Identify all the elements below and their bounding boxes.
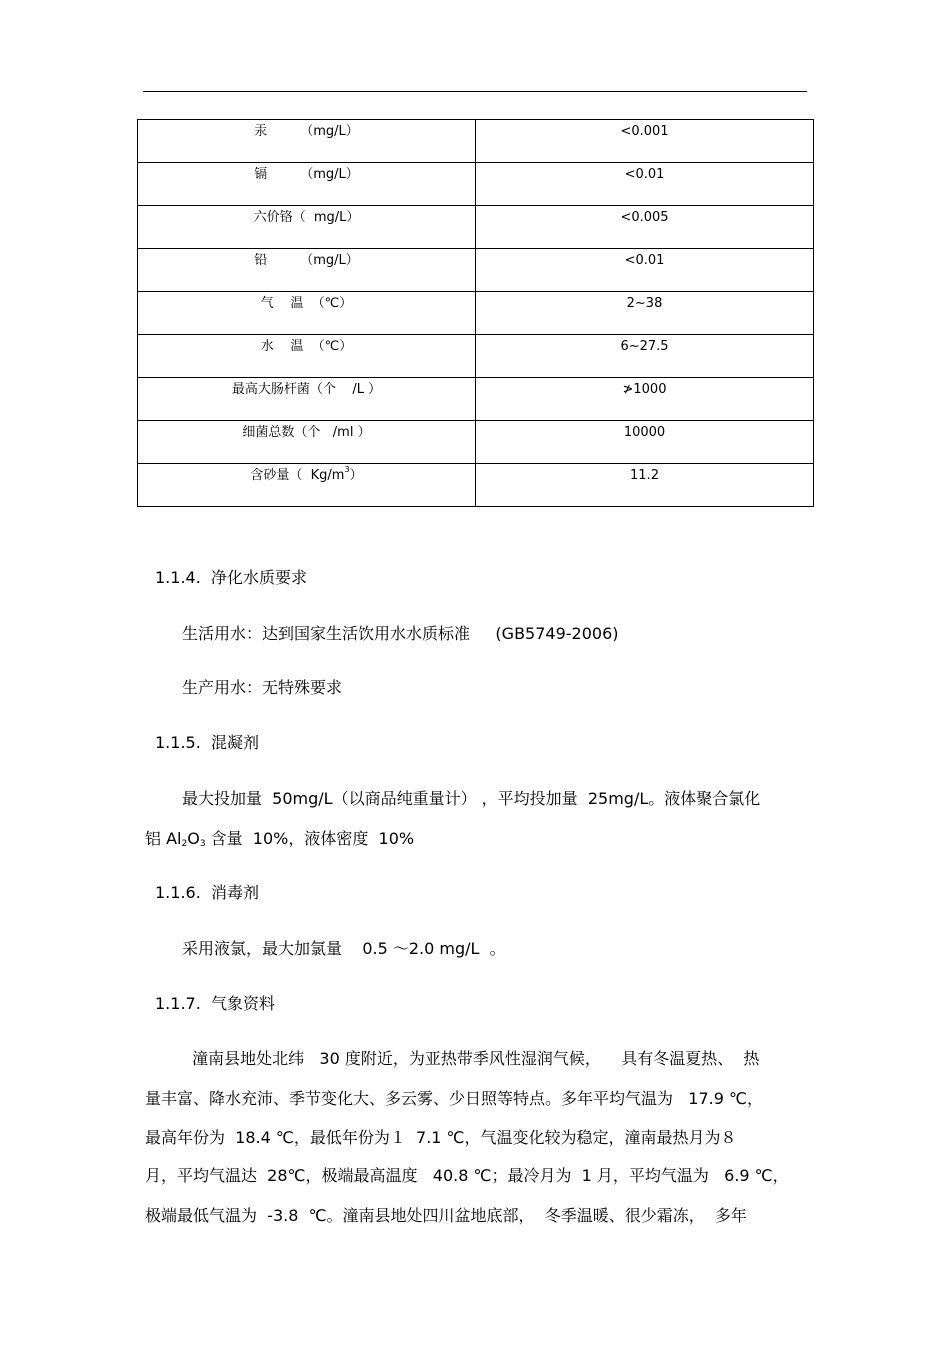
paragraph-climate-line2: 量丰富、降水充沛、季节变化大、多云雾、少日照等特点。多年平均气温为 17.9 ℃， <box>145 1089 763 1108</box>
param-cell: 细菌总数（个 /ml ） <box>138 421 476 464</box>
param-cell: 汞 （mg/L） <box>138 120 476 163</box>
table-row <box>138 378 814 421</box>
value-cell: <0.005 <box>476 206 814 249</box>
param-cell: 水 温 （℃） <box>138 335 476 378</box>
paragraph-climate-line5: 极端最低气温为 -3.8 ℃。潼南县地处四川盆地底部， 冬季温暖、很少霜冻， 多年 <box>145 1206 747 1225</box>
paragraph-coagulant-line2: 铝 $Al_2O_3$ 含量 10%，液体密度 10% <box>145 829 415 849</box>
paragraph-production-water: 生产用水：无特殊要求 <box>182 678 343 697</box>
param-cell: 铅 （mg/L） <box>138 249 476 292</box>
paragraph-climate-line1: 潼南县地处北纬 30 度附近，为亚热带季风性湿润气候， 具有冬温夏热、 热 <box>182 1049 760 1068</box>
value-cell: 10000 <box>476 421 814 464</box>
param-cell: 镉 （mg/L） <box>138 163 476 206</box>
paragraph-climate-line4: 月，平均气温达 28℃，极端最高温度 40.8 ℃；最冷月为 1 月，平均气温为 6.9 ℃， <box>145 1166 789 1185</box>
param-cell: 最高大肠杆菌（个 /L ） <box>138 378 476 421</box>
water-quality-table <box>137 119 814 507</box>
param-cell: 含砂量（ $Kg/m^3$） <box>138 464 476 507</box>
table-row <box>138 120 814 163</box>
section-heading-1-1-5: 1.1.5. 混凝剂 <box>155 733 259 752</box>
param-cell: 六价铬（ mg/L） <box>138 206 476 249</box>
value-cell: 2~38 <box>476 292 814 335</box>
header-rule <box>143 91 807 92</box>
paragraph-domestic-water: 生活用水：达到国家生活饮用水水质标准 (GB5749-2006) <box>182 624 619 643</box>
value-cell: 6~27.5 <box>476 335 814 378</box>
param-cell: 气 温 （℃） <box>138 292 476 335</box>
section-heading-1-1-6: 1.1.6. 消毒剂 <box>155 883 259 902</box>
paragraph-climate-line3: 最高年份为 18.4 ℃，最低年份为１ 7.1 ℃，气温变化较为稳定，潼南最热月为８ <box>145 1128 737 1147</box>
value-cell: ≯1000 <box>476 378 814 421</box>
table-row <box>138 292 814 335</box>
table-row <box>138 249 814 292</box>
paragraph-coagulant-line1: 最大投加量 50mg/L（以商品纯重量计） ，平均投加量 25mg/L。液体聚合氯化 <box>182 789 761 808</box>
value-cell: 11.2 <box>476 464 814 507</box>
table-row <box>138 335 814 378</box>
table-row <box>138 163 814 206</box>
table-row <box>138 421 814 464</box>
section-heading-1-1-7: 1.1.7. 气象资料 <box>155 994 275 1013</box>
section-heading-1-1-4: 1.1.4. 净化水质要求 <box>155 568 307 587</box>
value-cell: <0.001 <box>476 120 814 163</box>
table-row <box>138 464 814 507</box>
table-row <box>138 206 814 249</box>
value-cell: <0.01 <box>476 249 814 292</box>
value-cell: <0.01 <box>476 163 814 206</box>
paragraph-disinfectant: 采用液氯，最大加氯量 0.5 ～2.0 mg/L 。 <box>182 939 506 958</box>
